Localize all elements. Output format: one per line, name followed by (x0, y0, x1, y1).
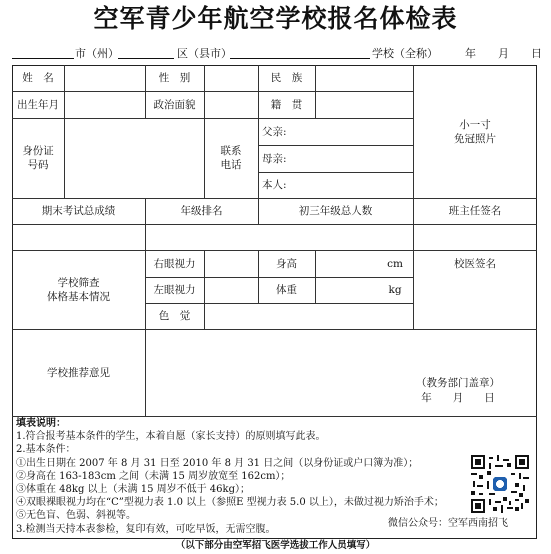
gender-field[interactable] (204, 65, 258, 91)
political-field[interactable] (204, 91, 258, 118)
exam-score-field[interactable] (12, 224, 145, 250)
native-field[interactable] (315, 91, 413, 118)
color-vision-field[interactable] (204, 303, 413, 329)
grade-rank-field[interactable] (145, 224, 258, 250)
wechat-account: 微信公众号：空军西南招飞 (388, 518, 508, 529)
mother-phone-label[interactable]: 母亲: (262, 152, 287, 165)
instruction-line: ④双眼裸眼视力均在“C”型视力表 1.0 以上（参照E 型视力表 5.0 以上），未做过视力矫治手术； (16, 497, 444, 509)
ethnicity-field[interactable] (315, 65, 413, 91)
name-field[interactable] (64, 65, 145, 91)
school-blank[interactable] (230, 58, 370, 59)
instruction-line: 3.检测当天持本表参检，复印有效，可吃早饭，无需空腹。 (16, 523, 276, 535)
weight-label: 体重 (276, 284, 297, 296)
id-field[interactable] (64, 118, 204, 198)
teacher-sign-label: 班主任签名 (448, 205, 502, 217)
height-label: 身高 (276, 257, 297, 270)
right-eye-field[interactable] (204, 250, 258, 277)
birth-field[interactable] (64, 91, 145, 118)
footer-note: （以下部分由空军招飞医学选拔工作人员填写） (175, 540, 376, 551)
form-title: 空军青少年航空学校报名体检表 (93, 4, 458, 33)
doctor-sign-field[interactable] (413, 277, 537, 329)
instruction-line: ③体重在 48kg 以上（未满 15 周岁不低于 46kg）； (16, 484, 250, 496)
month-label: 月 (498, 47, 509, 60)
political-label: 政治面貌 (153, 98, 196, 111)
day-label: 日 (531, 47, 542, 60)
instruction-line: 2.基本条件： (16, 444, 76, 456)
gender-label: 性 别 (158, 72, 191, 84)
color-vision-label: 色 觉 (158, 310, 191, 322)
recommend-label: 学校推荐意见 (47, 366, 110, 379)
left-eye-label: 左眼视力 (153, 284, 196, 296)
height-unit: cm (387, 257, 403, 270)
left-eye-field[interactable] (204, 277, 258, 303)
grade-total-label: 初三年级总人数 (298, 205, 373, 217)
birth-label: 出生年月 (17, 98, 59, 111)
ethnicity-label: 民 族 (270, 72, 303, 84)
city-blank[interactable] (12, 58, 74, 59)
screening-label: 学校筛查 体格基本情况 (47, 276, 110, 303)
qr-code-icon[interactable] (471, 455, 529, 513)
stamp-label: （教务部门盖章） (416, 377, 500, 389)
name-label: 姓 名 (22, 72, 54, 84)
district-blank[interactable] (118, 58, 174, 59)
year-label: 年 (465, 47, 476, 60)
grade-rank-label: 年级排名 (180, 205, 223, 217)
id-label: 身份证 号码 (22, 145, 54, 171)
exam-score-label: 期末考试总成绩 (41, 205, 116, 217)
school-label: 学校（全称） (372, 47, 438, 60)
district-label: 区（县市） (177, 47, 232, 60)
doctor-sign-label: 校医签名 (454, 257, 496, 270)
instruction-line: ①出生日期在 2007 年 8 月 31 日至 2010 年 8 月 31 日之间（以身份证或户口簿为准）； (16, 457, 419, 469)
grade-total-field[interactable] (258, 224, 413, 250)
contact-label: 联系 电话 (220, 145, 242, 171)
city-label: 市（州） (75, 47, 119, 60)
photo-placeholder[interactable]: 小一寸 免冠照片 (454, 118, 496, 145)
teacher-sign-field[interactable] (413, 224, 537, 250)
instruction-line: ⑤无色盲、色弱、斜视等。 (16, 510, 136, 522)
recommend-date: 年 月 日 (421, 392, 495, 404)
self-phone-label[interactable]: 本人: (262, 179, 287, 191)
instruction-line: 1.符合报考基本条件的学生，本着自愿（家长支持）的原则填写此表。 (16, 431, 326, 443)
instruction-line: ②身高在 163-183cm 之间（未满 15 周岁放宽至 162cm）； (16, 470, 291, 482)
instructions-heading: 填表说明： (16, 418, 66, 429)
native-label: 籍 贯 (270, 98, 303, 111)
weight-unit: kg (388, 284, 402, 296)
right-eye-label: 右眼视力 (153, 257, 196, 270)
father-phone-label[interactable]: 父亲: (262, 125, 287, 138)
